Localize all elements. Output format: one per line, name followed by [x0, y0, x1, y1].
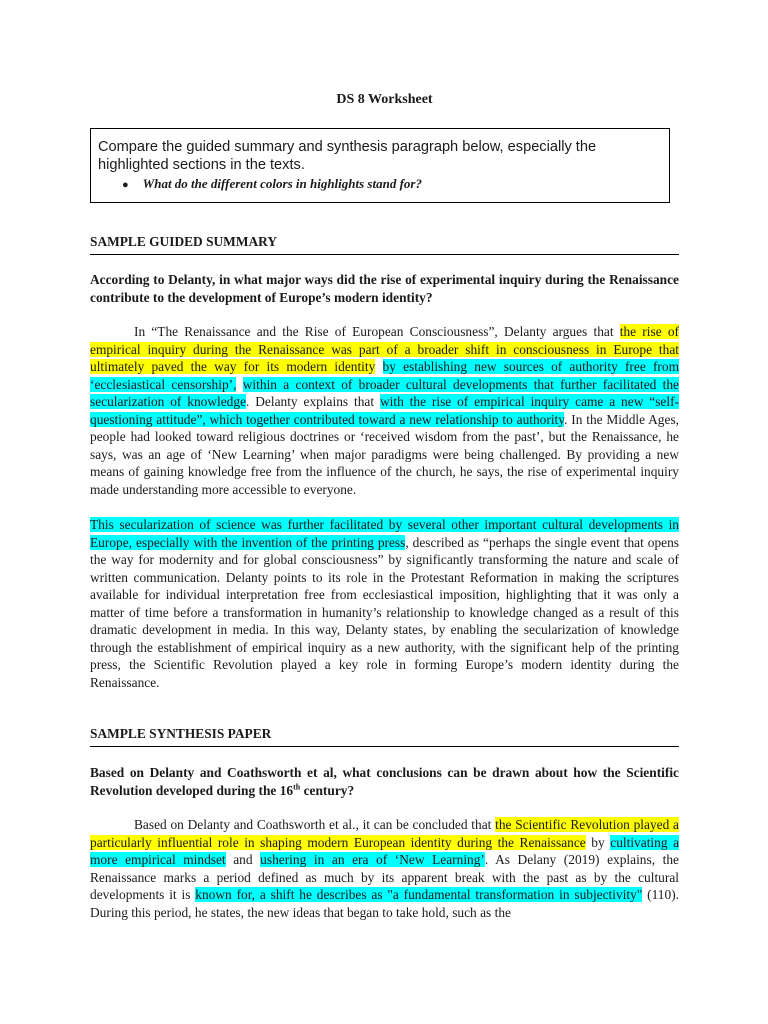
yellow-highlight: the rise of empirical inquiry during the Renaissance was part of a broader shift in consciousness in Europe that ultimately paved the way for its modern identity — [90, 324, 679, 374]
synthesis-paragraph-1 — [90, 816, 679, 921]
guided-summary-paragraph-2 — [90, 516, 679, 691]
guided-summary-question: According to Delanty, in what major ways did the rise of experimental inquiry during the Renaissance contribute to the development of Europe’s modern identity? — [90, 272, 679, 305]
plain-text: Based on Delanty and Coathsworth et al., it can be concluded that — [134, 817, 496, 832]
cyan-highlight: known for, a shift he describes as "a fundamental transformation in subjectivity" — [195, 887, 643, 902]
synthesis-question-end: century? — [300, 783, 355, 798]
instruction-bullet — [122, 176, 669, 192]
guided-summary-heading: SAMPLE GUIDED SUMMARY — [90, 234, 679, 255]
yellow-highlight: the Scientific Revolution played a particularly influential role in shaping modern European identity during the Renaissance — [90, 817, 679, 850]
synthesis-question-text: Based on Delanty and Coathsworth et al, what conclusions can be drawn about how the Scientific Revolution developed during the 16 — [90, 765, 679, 798]
bullet-icon: ● — [122, 179, 129, 191]
guided-summary-paragraph-1 — [90, 323, 679, 498]
plain-text: (110). During this period, he states, the new ideas that began to take hold, such as the — [90, 887, 680, 920]
plain-text: . As Delany (2019) explains, the Renaissance marks a period defined as much by its apparent break with the past as by the cultural developments it is — [90, 852, 680, 902]
plain-text: . Delanty explains that — [246, 394, 380, 409]
plain-text: . In the Middle Ages, people had looked toward religious doctrines or ‘received wisdom from the past’, but the Renaissance, he says, was an age of ‘New Learning’ when major paradigms were being challenged. By providing a new means of gaining knowledge free from the influence of the church, he says, the rise of experimental inquiry made understanding more accessible to everyone. — [90, 411, 679, 497]
plain-text: and — [225, 852, 261, 867]
plain-text: by — [585, 834, 611, 850]
plain-text — [375, 359, 382, 374]
instruction-box — [90, 128, 670, 203]
plain-text: In “The Renaissance and the Rise of European Consciousness”, Delanty argues that — [134, 324, 620, 339]
cyan-highlight: cultivating a more empirical mindset — [90, 834, 680, 867]
cyan-highlight: This secularization of science was further facilitated by several other important cultural developments in Europe, especially with the invention of the printing press — [90, 517, 679, 550]
plain-text — [236, 377, 242, 392]
cyan-highlight: within a context of broader cultural developments that further facilitated the secularization of knowledge — [90, 376, 679, 409]
cyan-highlight: by establishing new sources of authority free from ‘ecclesiastical censorship’, — [90, 359, 679, 392]
plain-text: , described as “perhaps the single event that opens the way for modernity and for global consciousness” by significantly transforming the nature and scale of written communication. Delanty points to its role in the Protestant Reformation in making the scriptures available for individual interpretation free from ecclesiastical imposition, highlighting that it was only a matter of time before a transformation in humanity’s relationship to knowledge changed as a result of this dramatic development in media. In this way, Delanty states, by enabling the secularization of knowledge through the establishment of empirical inquiry as a new authority, with the significant help of the printing press, the Scientific Revolution played a key role in forming Europe’s modern identity during the Renaissance. — [90, 534, 680, 690]
instruction-bullet-text: What do the different colors in highlights stand for? — [142, 176, 422, 191]
synthesis-heading: SAMPLE SYNTHESIS PAPER — [90, 726, 679, 747]
synthesis-question-sup: th — [293, 782, 301, 792]
cyan-highlight: ushering in an era of ‘New Learning’ — [260, 852, 485, 867]
page-title: DS 8 Worksheet — [336, 92, 433, 107]
instruction-text: Compare the guided summary and synthesis paragraph below, especially the highlighted sections in the texts. — [98, 139, 597, 173]
cyan-highlight: with the rise of empirical inquiry came a new “self-questioning attitude”, which together contributed toward a new relationship to authority — [90, 394, 679, 427]
synthesis-question — [90, 764, 679, 800]
